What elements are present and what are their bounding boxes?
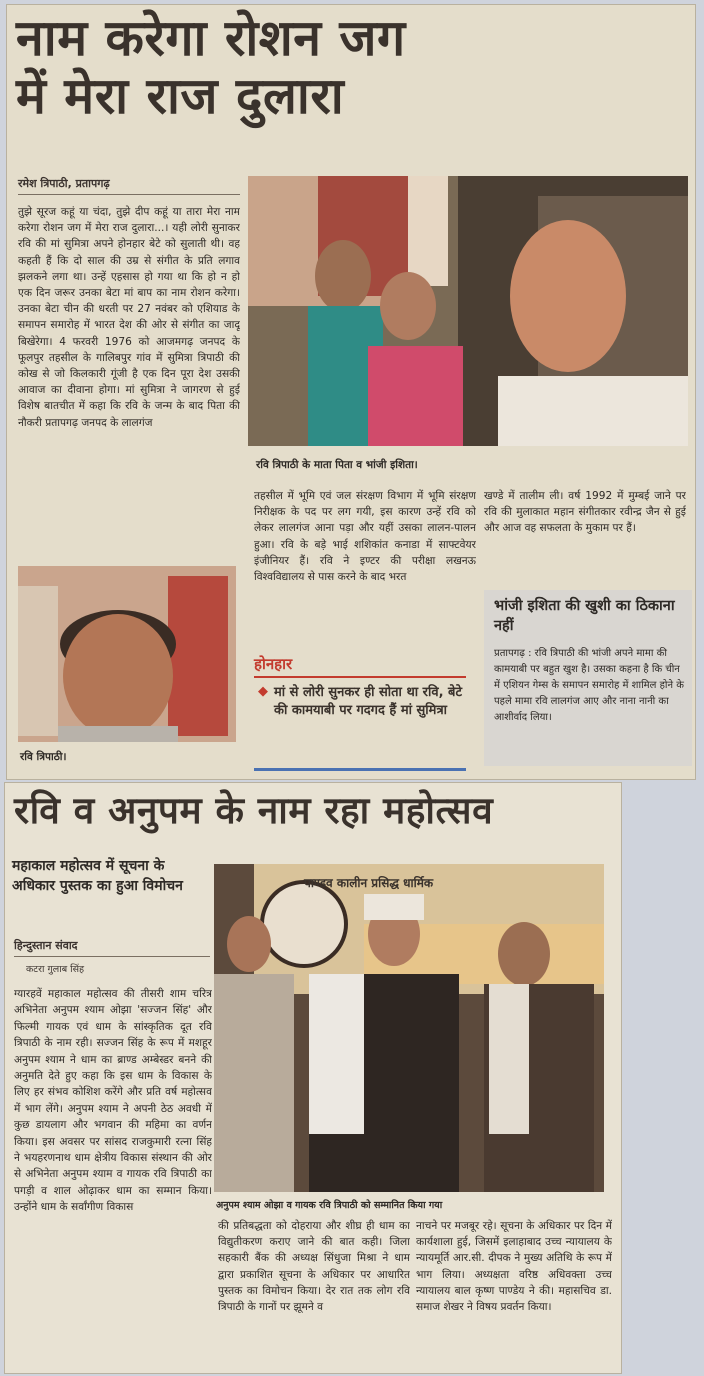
newspaper-clipping-1 xyxy=(6,4,696,780)
sidebar-text: प्रतापगढ़ : रवि त्रिपाठी की भांजी अपने मामा की कामयाबी पर बहुत खुश है। उसका कहना है कि चीन में एशियन गेम्स के समापन समारोह में शामिल होने के पहले मामा रवि लालगंज आए और नाना नानी का आशीर्वाद लिया। xyxy=(494,648,684,723)
story2-agency: हिन्दुस्तान संवाद xyxy=(14,939,78,952)
pull-quote-rule xyxy=(254,768,466,771)
story2-column-2: की प्रतिबद्धता को दोहराया और शीघ्र ही धाम का विद्युतीकरण कराए जाने की बात कही। जिला सहकारी बैंक की अध्यक्ष सिंधुजा मिश्रा ने धाम द्वारा प्रकाशित सूचना के अधिकार पर आधारित पुस्तक का विमोचन किया। देर रात तक लोग रवि त्रिपाठी के गानों पर झूमने व xyxy=(218,1220,410,1314)
story1-column-2: तहसील में भूमि एवं जल संरक्षण विभाग में भूमि संरक्षण निरीक्षक के पद पर लग गयी, इस कारण उन्हें रवि को लेकर लालगंज आना पड़ा और यहीं उसका लालन-पालन हुआ। रवि के बड़े भाई शशिकांत कनाडा में साफ्टवेयर इंजीनियर हैं। रवि ने इण्टर की परीक्षा लखनऊ विश्वविद्यालय से पास करने के बाद भरत xyxy=(254,490,476,584)
agency-rule xyxy=(14,956,210,957)
photo-felicitation-caption: अनुपम श्याम ओझा व गायक रवि त्रिपाठी को सम्मानित किया गया xyxy=(216,1200,443,1211)
newspaper-clipping-2 xyxy=(4,782,622,1374)
story2-subhead: महाकाल महोत्सव में सूचना के अधिकार पुस्तक का हुआ विमोचन xyxy=(12,858,183,894)
story1-column-1: तुझे सूरज कहूं या चंदा, तुझे दीप कहूं या तारा मेरा नाम करेगा रोशन जग में मेरा राज दुलारा...। यही लोरी सुनाकर रवि की मां सुमित्रा अपने होनहार बेटे को सुलाती थी। वह कहती हैं कि दो साल की उम्र से संगीत के प्रति लगाव झलकने लगा था। उन्हें एहसास हो गया था कि हो न हो एक दिन जरूर उनका बेटा मां बाप का नाम रोशन करेगा। उनका बेटा चीन की धरती पर 27 नवंबर को एशियाड के समापन समारोह में भारत देश की ओर से संगीत का जादू बिखेरेगा। 4 फरवरी 1976 को आजमगढ़ जनपद के फूलपुर तहसील के गालिबपुर गांव में सुमित्रा त्रिपाठी की कोख से जो किलकारी गूंजी है एक दिन पूरा देश उसकी आवाज का दीवाना होगा। मां सुमित्रा ने जागरण से हुई विशेष बातचीत में कहा कि रवि के जन्म के बाद पिता की नौकरी प्रतापगढ़ जनपद के लालगंज xyxy=(18,206,240,429)
story2-column-1: ग्यारहवें महाकाल महोत्सव की तीसरी शाम चरित्र अभिनेता अनुपम श्याम ओझा 'सज्जन सिंह' और फिल्मी गायक एवं धाम के सांस्कृतिक दूत रवि त्रिपाठी के नाम रही। सज्जन सिंह के रूप में मशहूर अनुपम श्याम ने धाम का ब्राण्ड अम्बेस्डर बनने की अनुमति देते हुए कहा कि इस धाम के विकास के लिए हर संभव कोशिश करेंगे और प्रति वर्ष महोत्सव में भाग लेंगे। अनुपम श्याम ने अपनी ठेठ अवधी में कुछ डायलाग और भगवान की महिमा का वर्णन किया। इस अवसर पर सांसद राजकुमारी रत्ना सिंह ने भयहरणनाथ धाम क्षेत्रीय विकास संस्थान की ओर से अभिनेता अनुपम श्याम व गायक रवि त्रिपाठी का पगड़ी व शाल ओढ़ाकर धाम का सम्मान किया। उन्होंने धाम के सर्वांगीण विकास xyxy=(14,988,212,1214)
bullet-icon: ◆ xyxy=(258,684,268,699)
story2-dateline: कटरा गुलाब सिंह xyxy=(26,964,85,975)
story1-byline: रमेश त्रिपाठी, प्रतापगढ़ xyxy=(18,177,110,190)
kicker-label: होनहार xyxy=(254,655,293,673)
story1-headline-line1: नाम करेगा रोशन जग xyxy=(16,9,406,67)
story2-column-3: नाचने पर मजबूर रहे। सूचना के अधिकार पर दिन में कार्यशाला हुई, जिसमें इलाहाबाद उच्च न्यायालय के न्यायमूर्ति आर.सी. दीपक ने मुख्य अतिथि के रूप में भाग लिया। अध्यक्षता वरिष्ठ अधिवक्ता उच्च न्यायालय बाल कृष्ण पाण्डेय ने की। महासचिव डा. समाज शेखर ने विषय प्रवर्तन किया। xyxy=(416,1220,612,1314)
story2-headline: रवि व अनुपम के नाम रहा महोत्सव xyxy=(14,789,494,832)
photo-ravi-caption: रवि त्रिपाठी। xyxy=(20,751,67,763)
photo-banner-text: पाण्डव कालीन प्रसिद्ध धार्मिक xyxy=(304,876,434,890)
photo-felicitation xyxy=(214,864,604,1192)
photo-parents-caption: रवि त्रिपाठी के माता पिता व भांजी इशिता। xyxy=(256,459,418,471)
photo-ravi-tripathi xyxy=(18,566,236,742)
story1-headline-line2: में मेरा राज दुलारा xyxy=(16,67,345,125)
sidebar-box xyxy=(484,590,692,766)
story1-column-3: खण्डे में तालीम ली। वर्ष 1992 में मुम्बई जाने पर रवि की मुलाकात महान संगीतकार रवीन्द्र जैन से हुई और आज वह सफलता के मुकाम पर हैं। xyxy=(484,490,686,535)
photo-parents-and-niece xyxy=(248,176,688,446)
byline-rule xyxy=(18,194,240,195)
pull-quote: मां से लोरी सुनकर ही सोता था रवि, बेटे की कामयाबी पर गदगद हैं मां सुमित्रा xyxy=(274,685,463,718)
kicker-rule xyxy=(254,676,466,678)
sidebar-headline: भांजी इशिता की खुशी का ठिकाना नहीं xyxy=(494,598,675,634)
